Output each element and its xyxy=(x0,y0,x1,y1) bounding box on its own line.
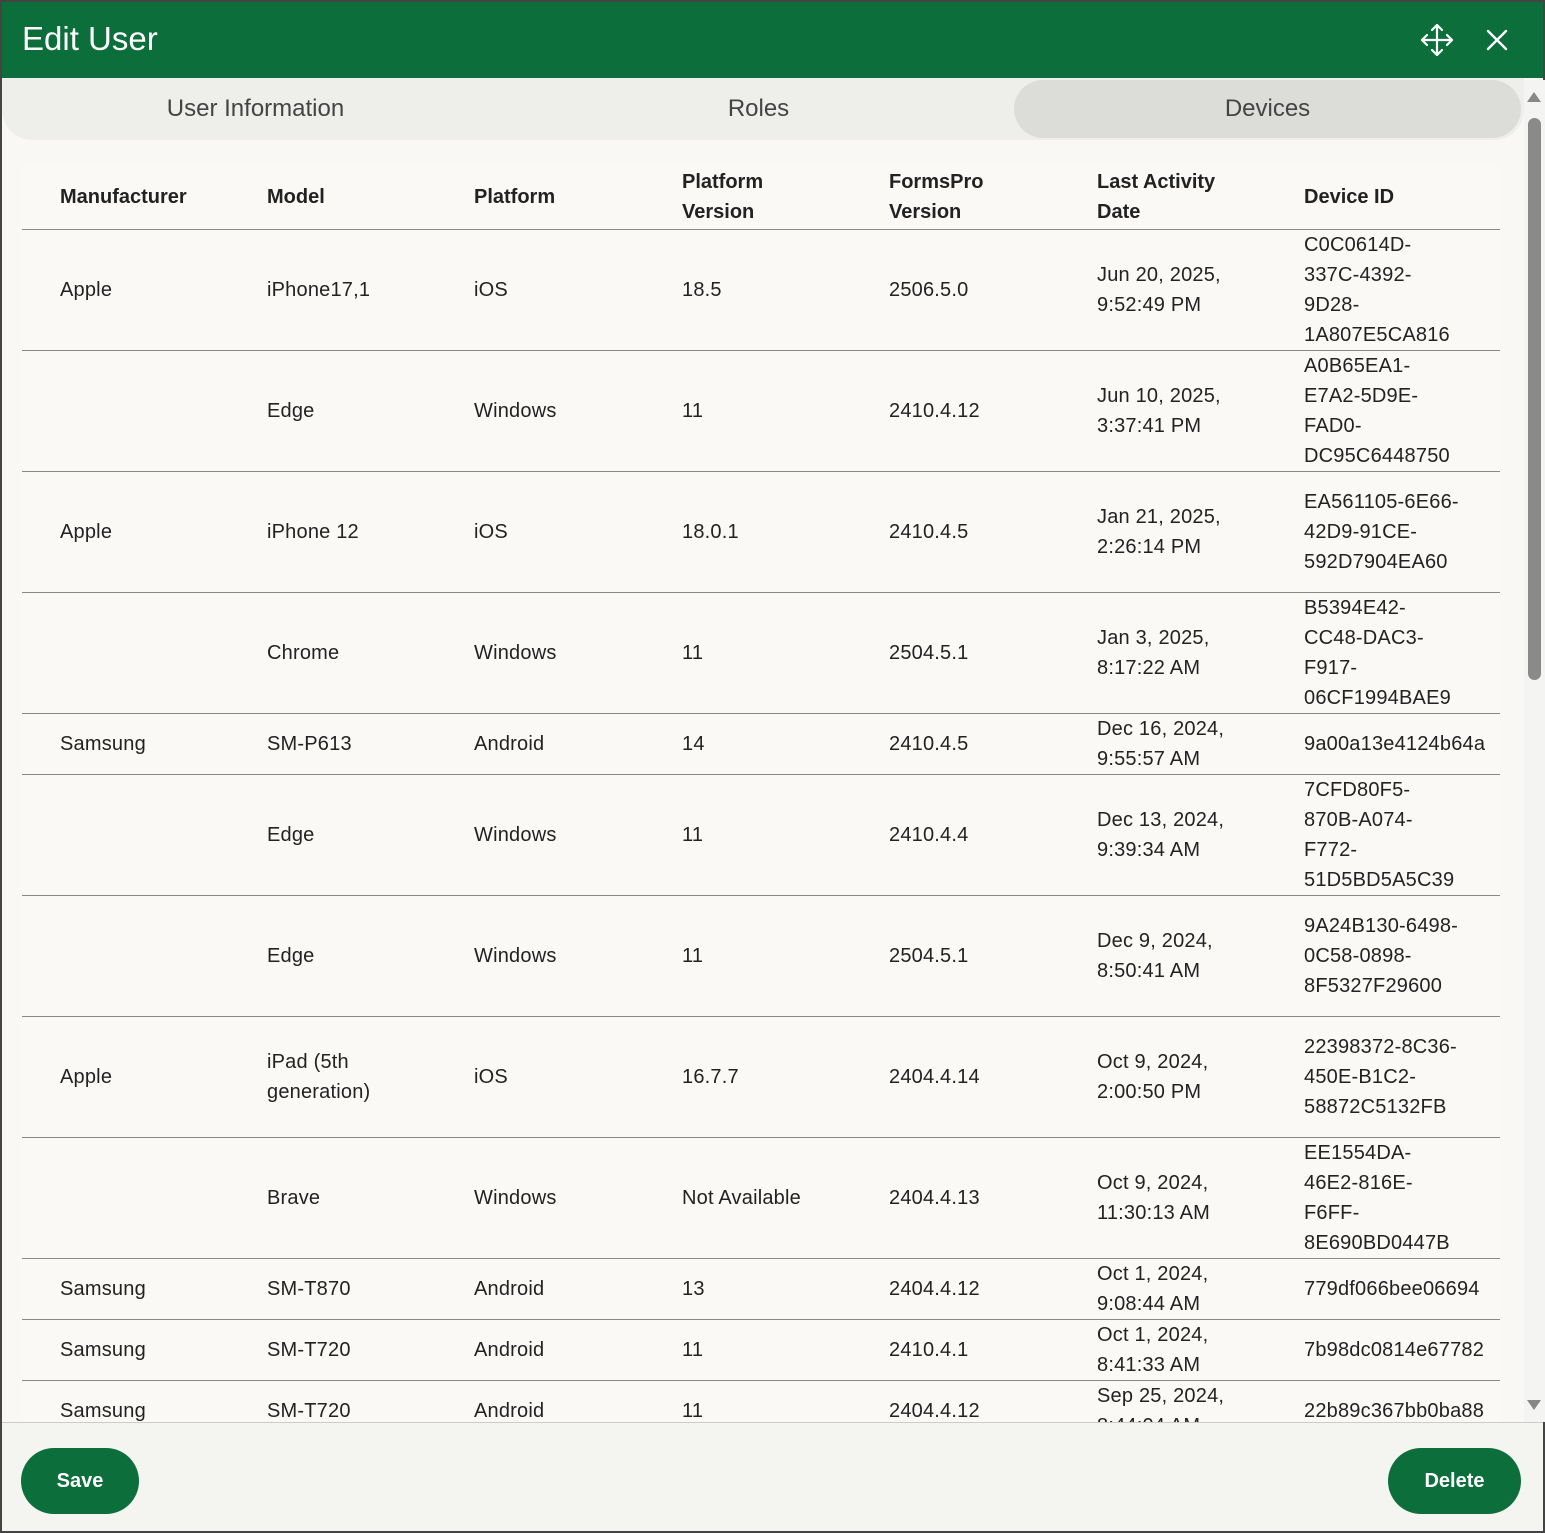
cell-manufacturer xyxy=(60,593,250,713)
cell-formspro-version: 2410.4.5 xyxy=(889,521,969,543)
tab-roles[interactable]: Roles xyxy=(727,95,790,122)
cell-device-id: 7b98dc0814e67782 xyxy=(1304,1339,1485,1361)
scrollbar-thumb[interactable] xyxy=(1528,118,1541,680)
cell-last-activity: Oct 9, 2024, 11:30:13 AM xyxy=(1097,1172,1211,1224)
cell-last-activity: Jan 21, 2025, 2:26:14 PM xyxy=(1097,506,1221,558)
tab-user-information[interactable]: User Information xyxy=(166,95,345,122)
cell-last-activity: Dec 9, 2024, 8:50:41 AM xyxy=(1097,930,1213,982)
cell-last-activity: Dec 16, 2024, 9:55:57 AM xyxy=(1097,718,1225,770)
cell-manufacturer xyxy=(60,775,250,895)
cell-platform: iOS xyxy=(474,521,508,543)
scroll-up-icon[interactable] xyxy=(1527,92,1541,102)
cell-formspro-version: 2410.4.5 xyxy=(889,733,969,755)
cell-model: SM-P613 xyxy=(267,733,352,755)
cell-device-id: 9a00a13e4124b64a xyxy=(1304,733,1486,755)
header-last-activity-date[interactable]: Last Activity Date xyxy=(1097,171,1216,223)
cell-platform: iOS xyxy=(474,279,508,301)
delete-button[interactable]: Delete xyxy=(1388,1448,1521,1514)
table-row[interactable] xyxy=(22,230,1500,351)
cell-manufacturer: Apple xyxy=(60,521,113,543)
cell-device-id: 22398372-8C36-450E-B1C2-58872C5132FB xyxy=(1304,1036,1457,1118)
cell-model: Edge xyxy=(267,945,315,967)
table-row[interactable] xyxy=(22,1259,1500,1320)
header-model[interactable]: Model xyxy=(267,186,325,208)
header-platform-version[interactable]: Platform Version xyxy=(682,171,764,223)
table-row[interactable] xyxy=(22,896,1500,1017)
cell-device-id: C0C0614D-337C-4392-9D28-1A807E5CA816 xyxy=(1304,234,1450,346)
cell-manufacturer: Samsung xyxy=(60,1339,146,1361)
table-row[interactable] xyxy=(22,1320,1500,1381)
cell-platform: Android xyxy=(474,1339,545,1361)
cell-model: Edge xyxy=(267,400,315,422)
cell-device-id: 22b89c367bb0ba88 xyxy=(1304,1400,1485,1422)
cell-platform: Windows xyxy=(474,1187,557,1209)
cell-platform-version: Not Available xyxy=(682,1187,801,1209)
tab-devices[interactable]: Devices xyxy=(1014,80,1521,138)
cell-formspro-version: 2404.4.12 xyxy=(889,1278,980,1300)
cell-platform-version: 14 xyxy=(682,733,705,755)
cell-platform-version: 18.5 xyxy=(682,279,722,301)
cell-platform-version: 11 xyxy=(682,1339,704,1361)
cell-last-activity: Jan 3, 2025, 8:17:22 AM xyxy=(1097,627,1210,679)
cell-model: SM-T870 xyxy=(267,1278,351,1300)
cell-model: Edge xyxy=(267,824,315,846)
vertical-scrollbar[interactable] xyxy=(1524,80,1545,1422)
cell-manufacturer: Samsung xyxy=(60,733,146,755)
table-header xyxy=(22,164,1500,230)
cell-formspro-version: 2410.4.12 xyxy=(889,400,980,422)
cell-platform: Windows xyxy=(474,642,557,664)
cell-formspro-version: 2404.4.12 xyxy=(889,1400,980,1422)
cell-platform: Windows xyxy=(474,945,557,967)
cell-device-id: A0B65EA1-E7A2-5D9E-FAD0-DC95C6448750 xyxy=(1304,355,1450,467)
scroll-down-icon[interactable] xyxy=(1527,1400,1541,1410)
cell-last-activity: Jun 10, 2025, 3:37:41 PM xyxy=(1097,385,1221,437)
cell-platform-version: 11 xyxy=(682,1400,704,1422)
header-manufacturer[interactable]: Manufacturer xyxy=(60,186,187,208)
cell-manufacturer xyxy=(60,896,250,1016)
cell-model: SM-T720 xyxy=(267,1339,351,1361)
cell-model: SM-T720 xyxy=(267,1400,351,1422)
cell-formspro-version: 2504.5.1 xyxy=(889,642,969,664)
table-row[interactable] xyxy=(22,351,1500,472)
cell-last-activity: Oct 9, 2024, 2:00:50 PM xyxy=(1097,1051,1209,1103)
cell-last-activity: Oct 1, 2024, 9:08:44 AM xyxy=(1097,1263,1209,1315)
cell-formspro-version: 2504.5.1 xyxy=(889,945,969,967)
table-row[interactable] xyxy=(22,1017,1500,1138)
cell-platform-version: 11 xyxy=(682,945,704,967)
dialog-title: Edit User xyxy=(22,20,158,57)
cell-manufacturer: Samsung xyxy=(60,1278,146,1300)
cell-device-id: B5394E42-CC48-DAC3-F917-06CF1994BAE9 xyxy=(1304,597,1451,709)
devices-table xyxy=(22,164,1500,1442)
cell-model: Chrome xyxy=(267,642,340,664)
table-row[interactable] xyxy=(22,714,1500,775)
cell-model: iPhone 12 xyxy=(267,521,359,543)
cell-device-id: EE1554DA-46E2-816E-F6FF-8E690BD0447B xyxy=(1304,1142,1450,1254)
dialog-titlebar[interactable] xyxy=(2,2,1543,78)
table-row[interactable] xyxy=(22,593,1500,714)
cell-platform-version: 13 xyxy=(682,1278,705,1300)
cell-device-id: 9A24B130-6498-0C58-0898-8F5327F29600 xyxy=(1304,915,1459,997)
cell-manufacturer: Apple xyxy=(60,1066,113,1088)
cell-platform: Android xyxy=(474,1400,545,1422)
cell-last-activity: Sep 25, 2024, xyxy=(1097,1385,1225,1407)
table-row[interactable] xyxy=(22,472,1500,593)
cell-platform: Windows xyxy=(474,824,557,846)
cell-platform-version: 18.0.1 xyxy=(682,521,739,543)
cell-manufacturer: Samsung xyxy=(60,1400,146,1422)
cell-last-activity: Oct 1, 2024, 8:41:33 AM xyxy=(1097,1324,1209,1376)
cell-formspro-version: 2506.5.0 xyxy=(889,279,969,301)
header-device-id[interactable]: Device ID xyxy=(1304,186,1395,208)
devices-panel xyxy=(2,140,1524,1422)
cell-formspro-version: 2404.4.13 xyxy=(889,1187,980,1209)
cell-model: iPad (5th generation) xyxy=(267,1051,371,1103)
cell-platform-version: 16.7.7 xyxy=(682,1066,739,1088)
cell-platform-version: 11 xyxy=(682,824,704,846)
cell-manufacturer xyxy=(60,1138,250,1258)
cell-last-activity: Dec 13, 2024, 9:39:34 AM xyxy=(1097,809,1225,861)
header-platform[interactable]: Platform xyxy=(474,186,556,208)
cell-formspro-version: 2404.4.14 xyxy=(889,1066,980,1088)
table-row[interactable] xyxy=(22,775,1500,896)
cell-platform-version: 11 xyxy=(682,642,704,664)
close-icon[interactable] xyxy=(1479,22,1515,58)
cell-manufacturer: Apple xyxy=(60,279,113,301)
cell-model: Brave xyxy=(267,1187,321,1209)
table-row[interactable] xyxy=(22,1138,1500,1259)
dialog-footer xyxy=(2,1422,1543,1531)
header-formspro-version[interactable]: FormsPro Version xyxy=(889,171,984,223)
save-button[interactable]: Save xyxy=(21,1448,139,1514)
cell-platform: iOS xyxy=(474,1066,508,1088)
cell-formspro-version: 2410.4.1 xyxy=(889,1339,969,1361)
cell-device-id: 7CFD80F5-870B-A074-F772-51D5BD5A5C39 xyxy=(1304,779,1455,891)
cell-device-id: 779df066bee06694 xyxy=(1304,1278,1480,1300)
move-icon[interactable] xyxy=(1419,22,1455,58)
cell-device-id: EA561105-6E66-42D9-91CE-592D7904EA60 xyxy=(1304,491,1459,573)
cell-platform: Windows xyxy=(474,400,557,422)
cell-platform: Android xyxy=(474,733,545,755)
cell-platform: Android xyxy=(474,1278,545,1300)
cell-platform-version: 11 xyxy=(682,400,704,422)
cell-last-activity: Jun 20, 2025, 9:52:49 PM xyxy=(1097,264,1221,316)
tab-bar xyxy=(2,78,1524,140)
cell-formspro-version: 2410.4.4 xyxy=(889,824,969,846)
cell-manufacturer xyxy=(60,351,250,471)
cell-model: iPhone17,1 xyxy=(267,279,371,301)
